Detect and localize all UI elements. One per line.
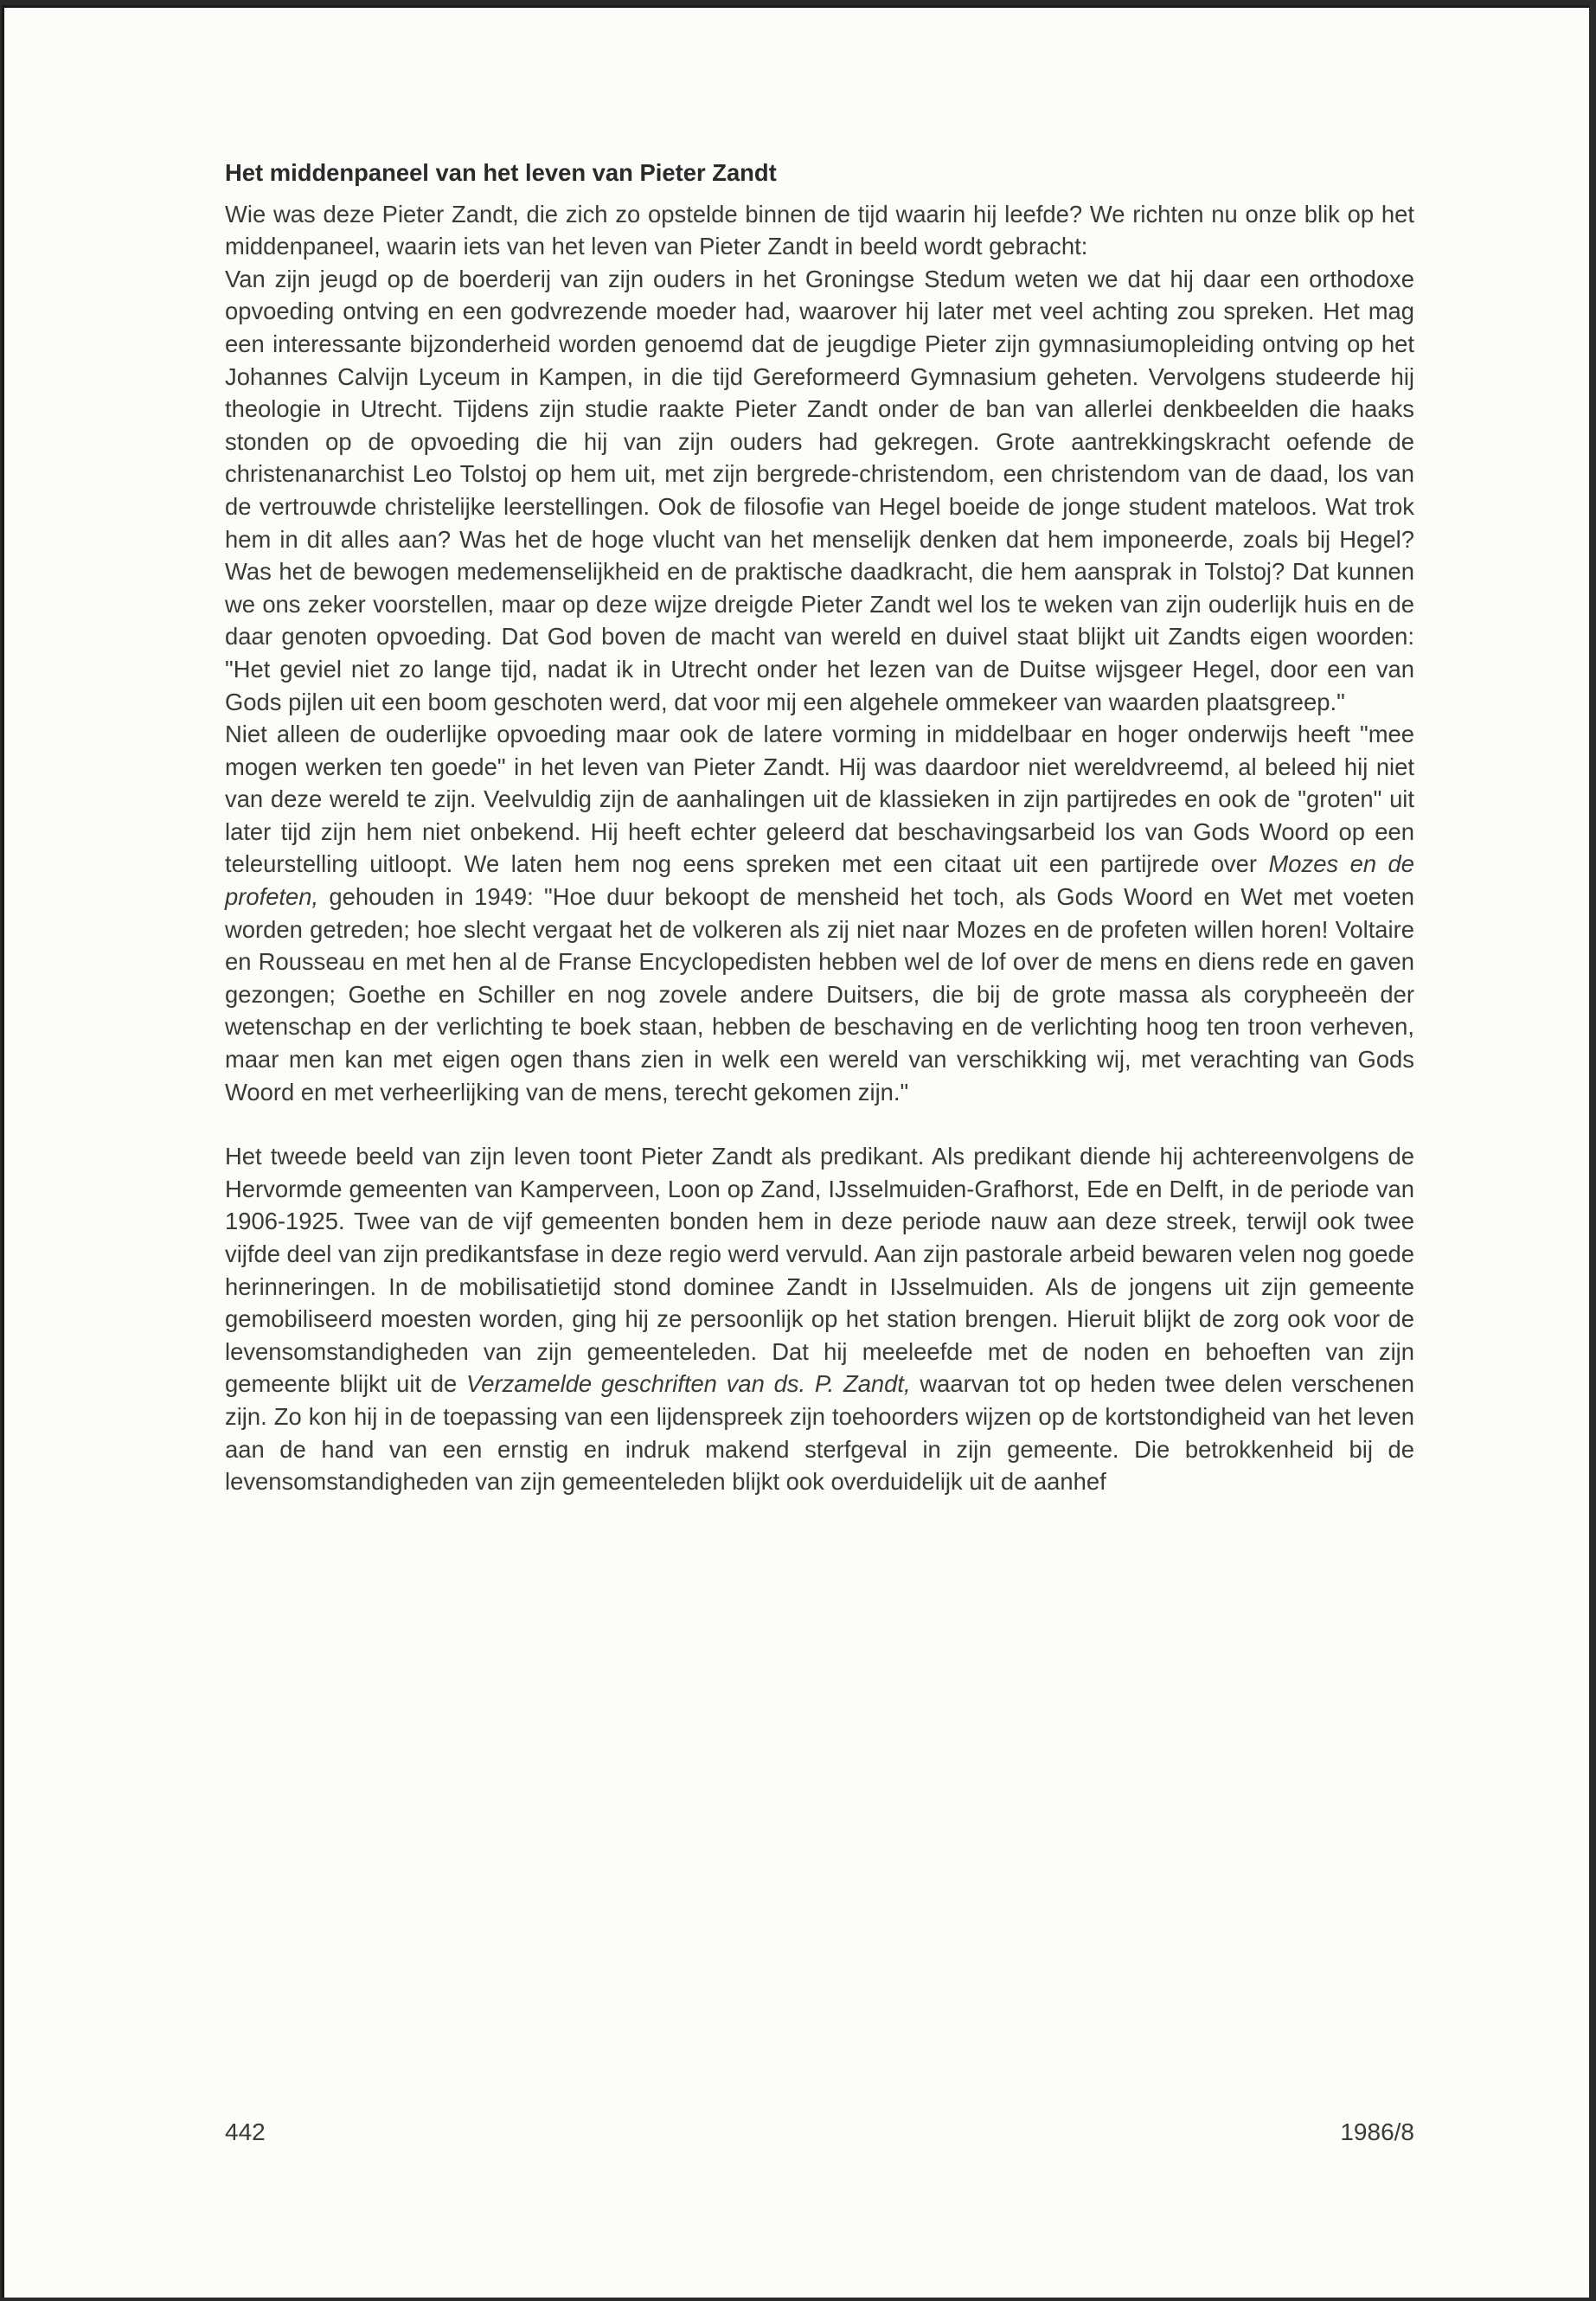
page-number: 442 [225,2118,266,2145]
paragraph-minister [225,1140,1414,1498]
article-body [225,157,1414,1498]
section-heading: Het middenpaneel van het leven van Pieter Zandt [225,159,777,186]
paragraph-gap [225,1108,1414,1140]
paragraph-minister-text-2: waarvan tot op heden twee delen verschenen zijn. Zo kon hij in de toepassing van een lijdenspreek zijn toehoorders wijzen op de kortstondigheid van het leven aan de hand van een ernstig en indruk makend sterfgeval in zijn gemeente. Die betrokkenheid bij de levensomstandigheden van zijn gemeenteleden blijkt ook overduidelijk uit de aanhef [225,1370,1414,1496]
paragraph-education-text-1: Niet alleen de ouderlijke opvoeding maar ook de latere vorming in middelbaar en hoger onderwijs heeft "mee mogen werken ten goede" in het leven van Pieter Zandt. Hij was daardoor niet wereldvreemd, al beleed hij niet van deze wereld te zijn. Veelvuldig zijn de aanhalingen uit de klassieken in zijn partijredes en ook de "groten" uit later tijd zijn hem niet onbekend. Hij heeft echter geleerd dat beschavingsarbeid los van Gods Woord op een teleurstelling uitloopt. We laten hem nog eens spreken met een citaat uit een partijrede over [225,721,1414,878]
paragraph-education [225,718,1414,1108]
document-page [2,5,1589,2298]
page-footer [225,2118,1414,2146]
issue-number: 1986/8 [1340,2118,1414,2145]
work-title-geschriften: Verzamelde geschriften van ds. P. Zandt, [466,1370,911,1398]
paragraph-intro: Wie was deze Pieter Zandt, die zich zo opstelde binnen de tijd waarin hij leefde? We richten nu onze blik op het middenpaneel, waarin iets van het leven van Pieter Zandt in beeld wordt gebracht: [225,200,1414,260]
paragraph-minister-text-1: Het tweede beeld van zijn leven toont Pieter Zandt als predikant. Als predikant diende hij achtereenvolgens de Hervormde gemeenten van Kamperveen, Loon op Zand, IJsselmuiden-Grafhorst, Ede en Delft, in de periode van 1906-1925. Twee van de vijf gemeenten bonden hem in deze periode nauw aan deze streek, terwijl ook twee vijfde deel van zijn predikantsfase in deze regio werd vervuld. Aan zijn pastorale arbeid bewaren velen nog goede herinneringen. In de mobilisatietijd stond dominee Zandt in IJsselmuiden. Als de jongens uit zijn gemeente gemobiliseerd moesten worden, ging hij ze persoonlijk op het station brengen. Hieruit blijkt de zorg ook voor de levensomstandigheden van zijn gemeenteleden. Dat hij meeleefde met de noden en behoeften van zijn gemeente blijkt uit de [225,1143,1414,1398]
work-title-mozes: Mozes en de profeten, [225,850,1414,911]
paragraph-education-text-2: gehouden in 1949: "Hoe duur bekoopt de mensheid het toch, als Gods Woord en Wet met voeten worden getreden; hoe slecht vergaat het de volkeren als zij niet naar Mozes en de profeten willen horen! Voltaire en Rousseau en met hen al de Franse Encyclopedisten hebben wel de lof over de mens en diens rede en gaven gezongen; Goethe en Schiller en nog zovele andere Duitsers, die bij de grote massa als corypheeën der wetenschap en der verlichting te boek staan, hebben de beschaving en de verlichting hoog ten troon verheven, maar men kan met eigen ogen thans zien in welk een wereld van verschikking wij, met verachting van Gods Woord en met verheerlijking van de mens, terecht gekomen zijn." [225,883,1414,1106]
paragraph-youth: Van zijn jeugd op de boerderij van zijn ouders in het Groningse Stedum weten we dat hij daar een orthodoxe opvoeding ontving en een godvrezende moeder had, waarover hij later met veel achting zou spreken. Het mag een interessante bijzonderheid worden genoemd dat de jeugdige Pieter zijn gymnasiumopleiding ontving op het Johannes Calvijn Lyceum in Kampen, in die tijd Gereformeerd Gymnasium geheten. Vervolgens studeerde hij theologie in Utrecht. Tijdens zijn studie raakte Pieter Zandt onder de ban van allerlei denkbeelden die haaks stonden op de opvoeding die hij van zijn ouders had gekregen. Grote aantrekkingskracht oefende de christenanarchist Leo Tolstoj op hem uit, met zijn bergrede-christendom, een christendom van de daad, los van de vertrouwde christelijke leerstellingen. Ook de filosofie van Hegel boeide de jonge student mateloos. Wat trok hem in dit alles aan? Was het de hoge vlucht van het menselijk denken dat hem imponeerde, zoals bij Hegel? Was het de bewogen medemenselijkheid en de praktische daadkracht, die hem aansprak in Tolstoj? Dat kunnen we ons zeker voorstellen, maar op deze wijze dreigde Pieter Zandt wel los te weken van zijn ouderlijk huis en de daar genoten opvoeding. Dat God boven de macht van wereld en duivel staat blijkt uit Zandts eigen woorden: "Het geviel niet zo lange tijd, nadat ik in Utrecht onder het lezen van de Duitse wijsgeer Hegel, door een van Gods pijlen uit een boom geschoten werd, dat voor mij een algehele ommekeer van waarden plaatsgreep." [225,265,1414,715]
